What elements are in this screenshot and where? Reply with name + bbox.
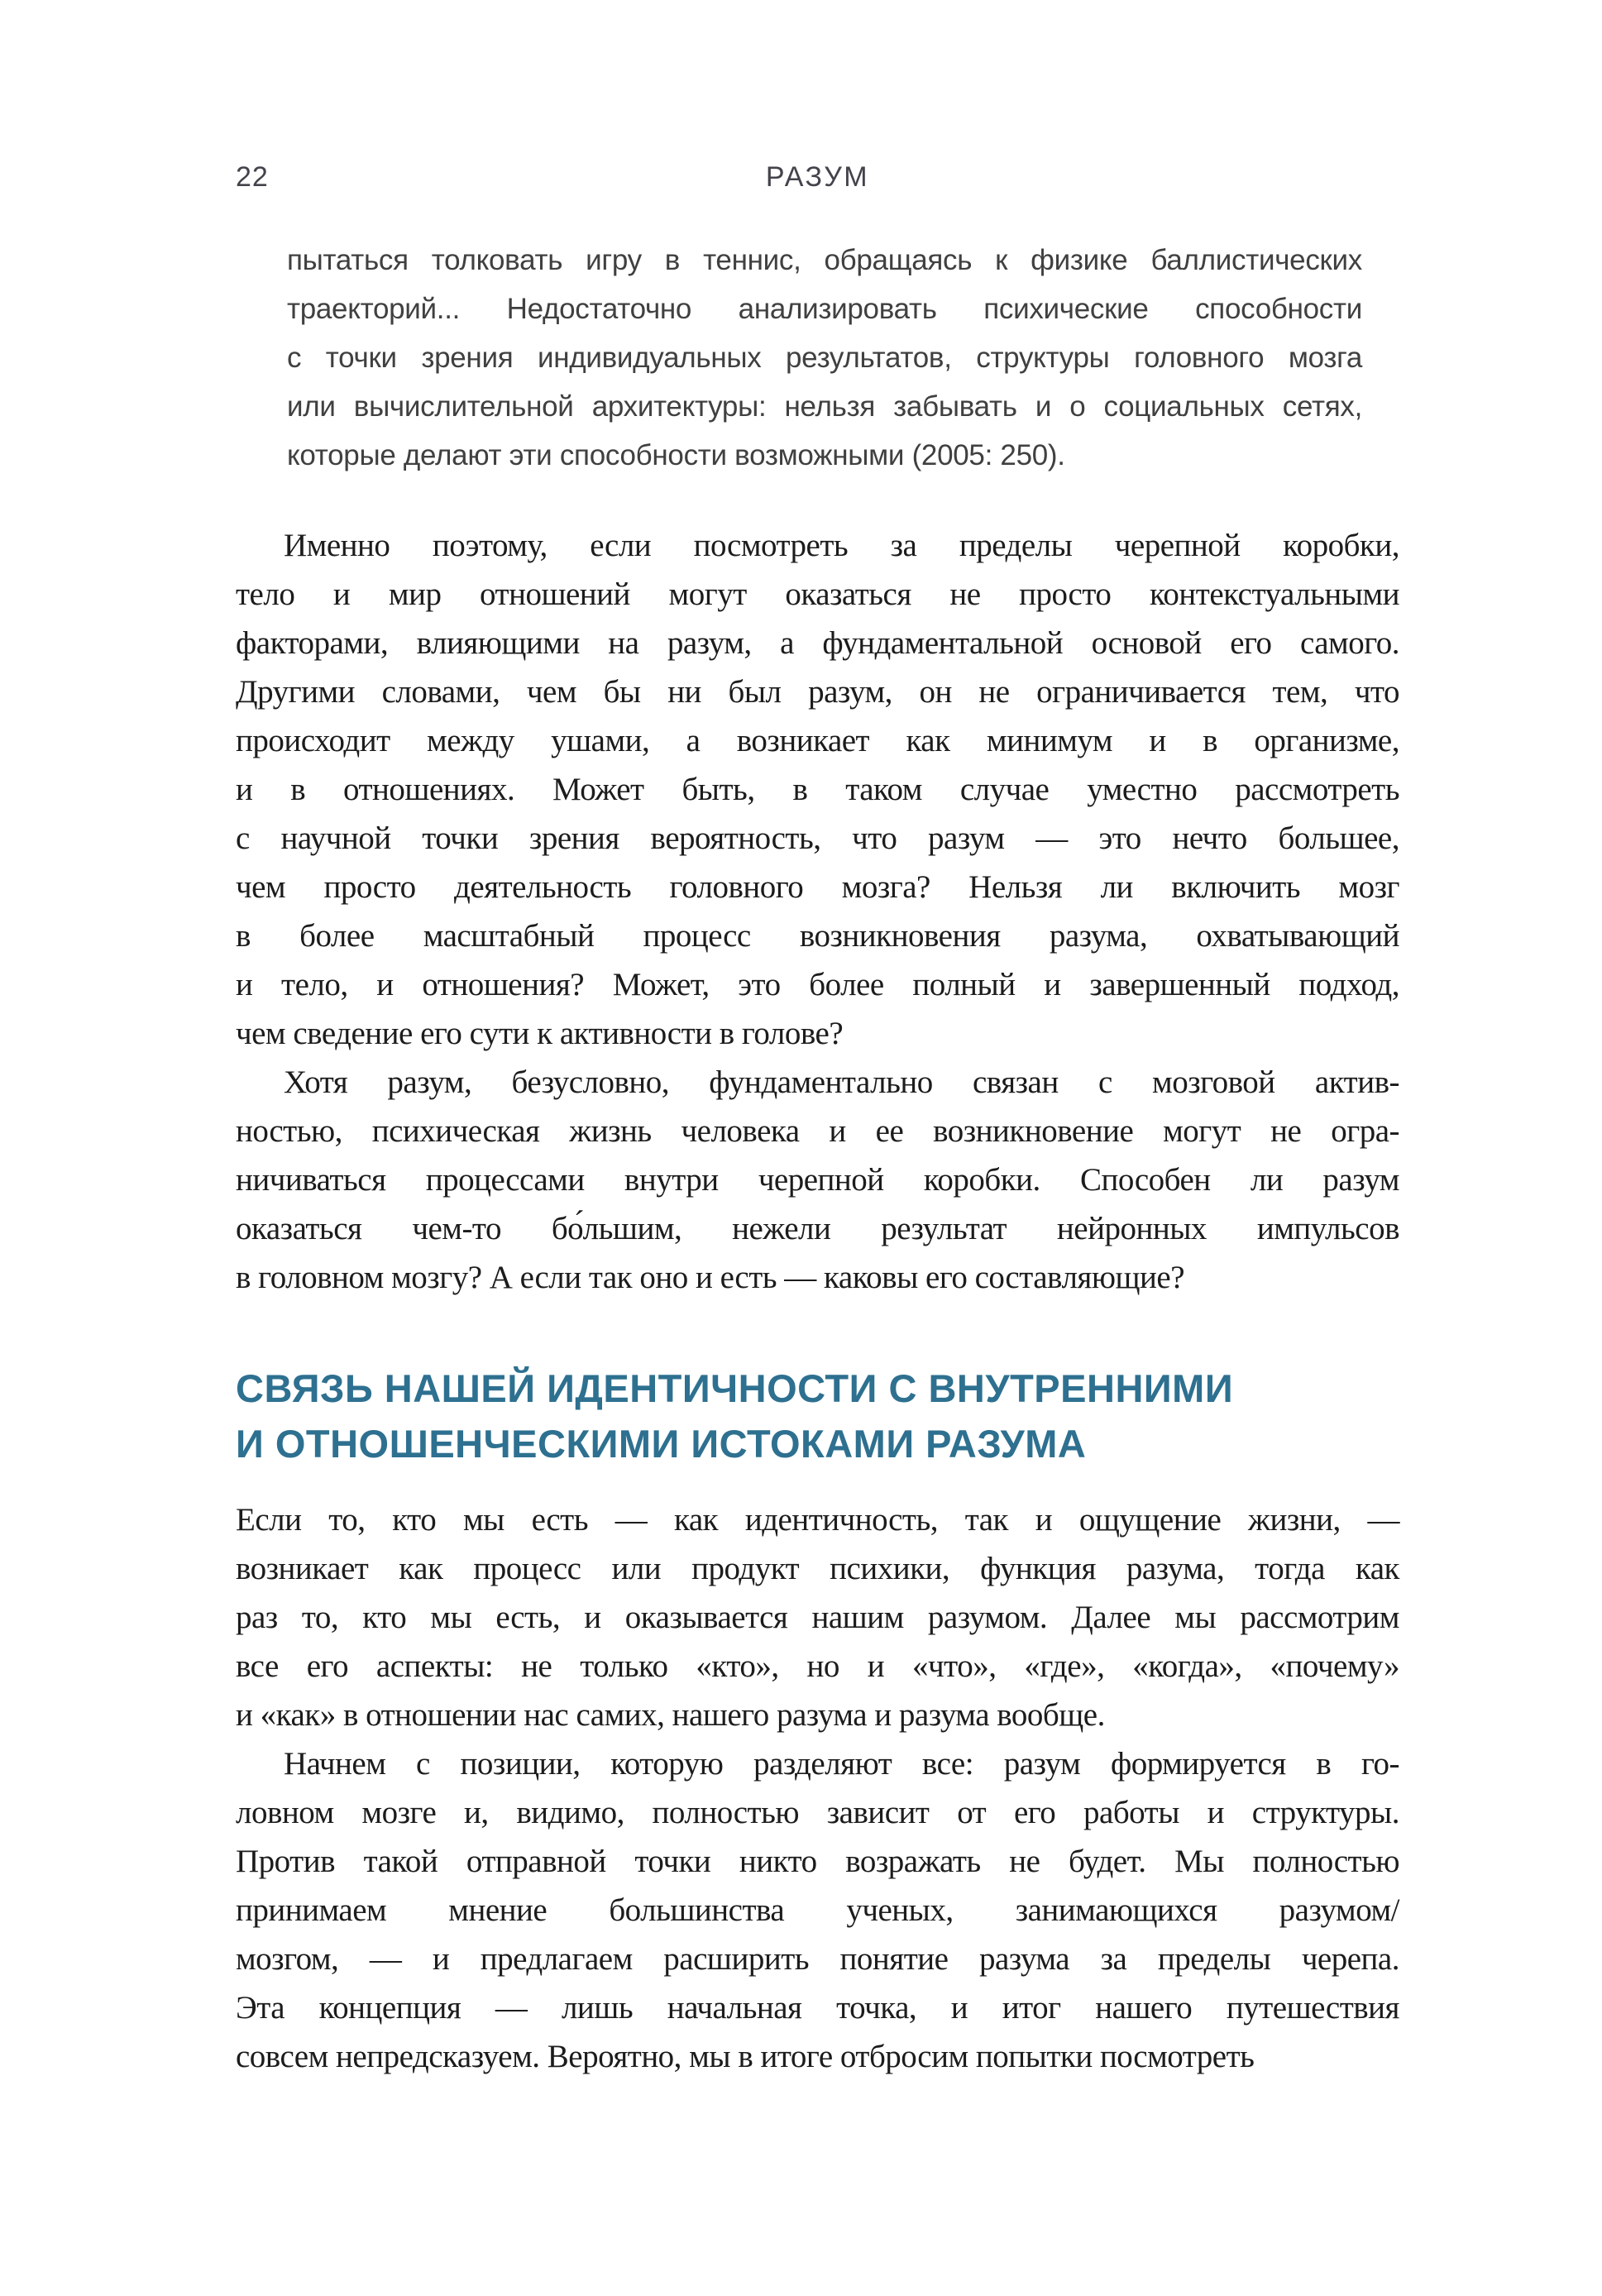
- text-line: ностью, психическая жизнь человека и ее возникновение могут не огра-: [236, 1113, 1399, 1149]
- text-line: или вычислительной архитектуры: нельзя забывать и о социальных сетях,: [287, 390, 1362, 423]
- block-quote: [287, 236, 1362, 480]
- text-line: Эта концепция — лишь начальная точка, и итог нашего путешествия: [236, 1990, 1399, 2026]
- text-line: и в отношениях. Может быть, в таком случае уместно рассмотреть: [236, 772, 1399, 807]
- text-line: совсем непредсказуем. Вероятно, мы в итоге отбросим попытки посмотреть: [236, 2039, 1255, 2074]
- running-head: [236, 157, 1399, 197]
- heading-line: СВЯЗЬ НАШЕЙ ИДЕНТИЧНОСТИ С ВНУТРЕННИМИ: [236, 1366, 1234, 1410]
- text-line: принимаем мнение большинства ученых, занимающихся разумом/: [236, 1892, 1399, 1928]
- section-heading: [236, 1361, 1399, 1471]
- text-line: в более масштабный процесс возникновения разума, охватывающий: [236, 918, 1399, 954]
- text-line: ловном мозге и, видимо, полностью зависит от его работы и структуры.: [236, 1795, 1399, 1830]
- text-line: Другими словами, чем бы ни был разум, он не ограничивается тем, что: [236, 674, 1399, 710]
- text-line: Если то, кто мы есть — как идентичность, так и ощущение жизни, —: [236, 1502, 1399, 1538]
- paragraph: [236, 1739, 1399, 2081]
- text-line: которые делают эти способности возможными (2005: 250).: [287, 439, 1065, 471]
- text-line: в головном мозгу? А если так оно и есть — каковы его составляющие?: [236, 1260, 1184, 1295]
- text-line: ничиваться процессами внутри черепной коробки. Способен ли разум: [236, 1162, 1399, 1198]
- text-line: Именно поэтому, если посмотреть за пределы черепной коробки,: [284, 528, 1399, 563]
- text-line: и тело, и отношения? Может, это более полный и завершенный подход,: [236, 967, 1399, 1002]
- text-line: Начнем с позиции, которую разделяют все: разум формируется в го-: [284, 1746, 1399, 1782]
- paragraph: [236, 521, 1399, 1058]
- text-line: возникает как процесс или продукт психики, функция разума, тогда как: [236, 1551, 1399, 1586]
- text-line: пытаться толковать игру в теннис, обращаясь к физике баллистических: [287, 244, 1362, 276]
- text-line: Хотя разум, безусловно, фундаментально связан с мозговой актив-: [284, 1064, 1399, 1100]
- paragraph: [236, 1495, 1399, 1739]
- text-line: чем сведение его сути к активности в голове?: [236, 1016, 844, 1051]
- page-number: 22: [236, 161, 269, 193]
- text-line: мозгом, — и предлагаем расширить понятие разума за пределы черепа.: [236, 1941, 1399, 1977]
- text-line: раз то, кто мы есть, и оказывается нашим разумом. Далее мы рассмотрим: [236, 1600, 1399, 1635]
- body-text-before-heading: [236, 521, 1399, 1302]
- text-line: с научной точки зрения вероятность, что разум — это нечто большее,: [236, 820, 1399, 856]
- text-line: траекторий... Недостаточно анализировать психические способности: [287, 293, 1362, 325]
- paragraph: [287, 236, 1362, 480]
- text-line: чем просто деятельность головного мозга? Нельзя ли включить мозг: [236, 869, 1399, 905]
- heading-line: И ОТНОШЕНЧЕСКИМИ ИСТОКАМИ РАЗУМА: [236, 1422, 1087, 1466]
- text-line: факторами, влияющими на разум, а фундаментальной основой его самого.: [236, 625, 1399, 661]
- text-line: тело и мир отношений могут оказаться не просто контекстуальными: [236, 576, 1399, 612]
- paragraph: [236, 1058, 1399, 1302]
- text-line: оказаться чем-то бо́льшим, нежели результат нейронных импульсов: [236, 1211, 1399, 1246]
- running-title: РАЗУМ: [765, 161, 870, 193]
- text-line: с точки зрения индивидуальных результатов, структуры головного мозга: [287, 342, 1362, 374]
- text-line: происходит между ушами, а возникает как минимум и в организме,: [236, 723, 1399, 758]
- text-line: Против такой отправной точки никто возражать не будет. Мы полностью: [236, 1844, 1399, 1879]
- text-line: и «как» в отношении нас самих, нашего разума и разума вообще.: [236, 1697, 1105, 1733]
- text-line: все его аспекты: не только «кто», но и «что», «где», «когда», «почему»: [236, 1648, 1399, 1684]
- body-text-after-heading: [236, 1495, 1399, 2081]
